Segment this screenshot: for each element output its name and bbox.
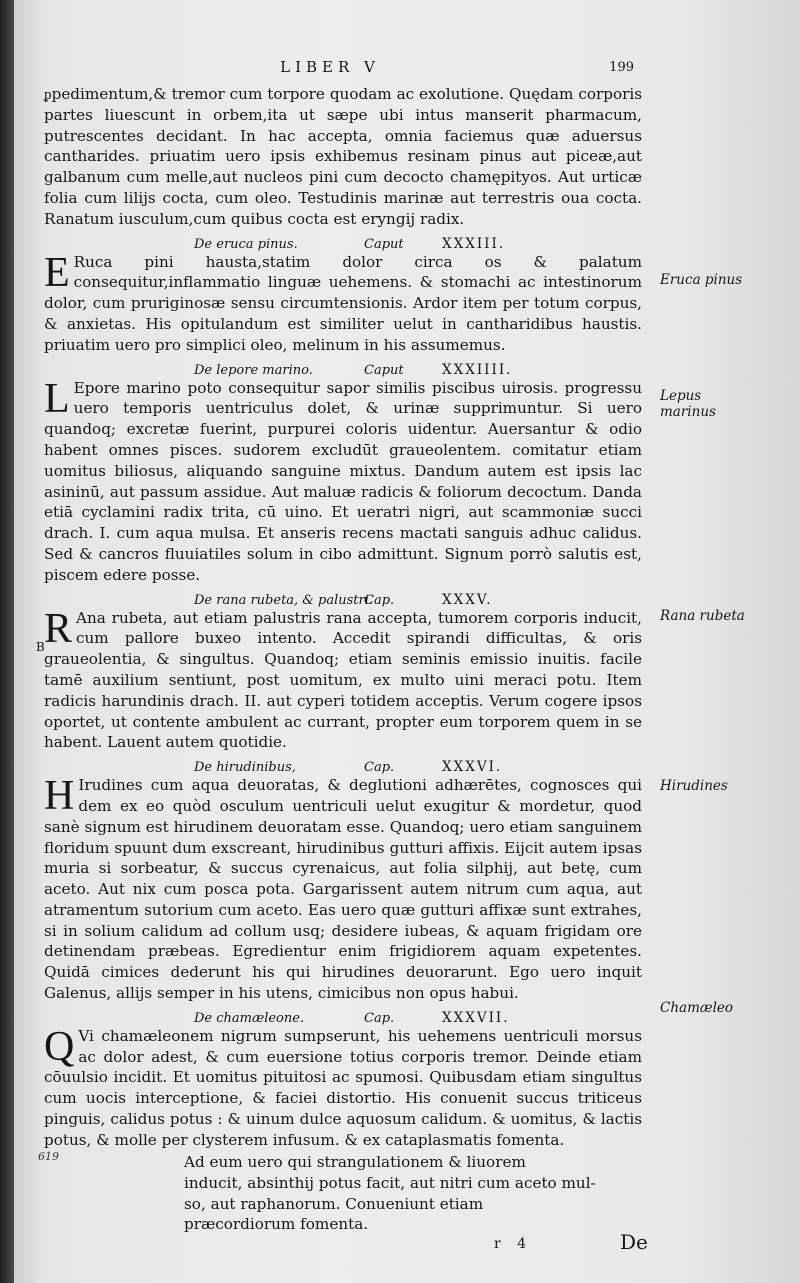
- margin-note-eruca: Eruca pinus: [660, 272, 743, 288]
- margin-note-rana: Rana rubeta: [660, 608, 745, 624]
- margin-letter-b: B: [36, 640, 45, 654]
- drop-cap: H: [44, 773, 75, 820]
- chapter-caput: Caput: [364, 236, 404, 252]
- chapter-caput: Cap.: [364, 592, 395, 608]
- section-paragraph: Vi chamæleonem nigrum sumpserunt, his uehemens uentriculi morsus ac dolor adest, & cum euersione totius corporis tremor. Deinde etiam cōuulsio incidit. Et uomitus pituitosi ac spumosi. Quibusdam etiam singultus cum uocis interceptione, & faciei distortio. His conuenit succus triticeus pinguis, calidus potus : & uinum dulce aquosum calidum. & uomitus, & lactis potus, & molle per clysterem infusum. & ex cataplasmatis fomenta.: [44, 1026, 642, 1149]
- catchword: De: [620, 1230, 648, 1254]
- margin-note-lepus: Lepus marinus: [660, 388, 716, 420]
- chapter-heading-35: [44, 588, 642, 608]
- chapter-number: XXXIIII.: [442, 361, 513, 378]
- chapter-heading-34: [44, 358, 642, 378]
- chapter-heading-36: [44, 755, 642, 775]
- drop-cap: E: [44, 249, 70, 296]
- body-text: [44, 84, 642, 1151]
- margin-ms-number: 619: [38, 1150, 59, 1163]
- chapter-caput: Cap.: [364, 760, 395, 776]
- book-gutter: [0, 0, 14, 1283]
- running-title: LIBER V: [280, 58, 380, 76]
- chapter-heading-37: [44, 1006, 642, 1026]
- chapter-title: De hirudinibus,: [194, 760, 296, 776]
- drop-cap: L: [44, 375, 70, 422]
- final-lines: [184, 1152, 596, 1235]
- chapter-title: De lepore marino.: [194, 362, 313, 378]
- section-lepus-marinus: [44, 375, 642, 586]
- chapter-number: XXXVI.: [442, 759, 503, 776]
- margin-note-chamaeleo: Chamæleo: [660, 1000, 733, 1016]
- page-number: 199: [609, 60, 634, 75]
- opening-paragraph: ᵱpedimentum,& tremor cum torpore quodam ac exolutione. Quędam corporis partes liuescunt in orbem,ita ut sæpe ubi intus manserit pharmacum, putrescentes decidant. In hac accepta, omnia faciemus quæ aduersus cantharides. priuatim uero ipsis exhibemus resinam pinus aut piceæ,aut galbanum cum melle,aut nucleos pini cum decocto chamępityos. Aut urticæ folia cum lilijs cocta, cum oleo. Testudinis marinæ aut terrestris oua cocta. Ranatum iusculum,cum quibus cocta est eryngij radix.: [44, 85, 642, 228]
- book-page: [14, 0, 800, 1283]
- signature-mark: r 4: [494, 1236, 533, 1252]
- margin-note-hirudines: Hirudines: [660, 778, 728, 794]
- final-line: Ad eum uero qui strangulationem & liuorem: [184, 1153, 526, 1171]
- chapter-number: XXXIII.: [442, 235, 506, 252]
- section-eruca-pinus: [44, 249, 642, 356]
- section-paragraph: Epore marino poto consequitur sapor similis piscibus uirosis. progressu uero temporis uentriculus dolet, & urinæ supprimuntur. Si uero quandoq; excretæ fuerint, purpurei coloris uidentur. Auersantur & odio habent omnes pisces. sudorem excludūt graueolentem. comitatur etiam uomitus biliosus, aliquando sanguine mixtus. Dandum autem est ipsis lac asininū, aut passum assidue. Aut maluæ radicis & foliorum decoctum. Danda etiā cyclamini radix trita, cū uino. Et ueratri nigri, aut scammoniæ succi drach. I. cum aqua mulsa. Et anseris recens mactati sanguis adhuc calidus. Sed & cancros fluuiatiles solum in cibo admittunt. Signum porrò salutis est, piscem edere posse.: [44, 378, 642, 584]
- final-line: so, aut raphanorum. Conueniunt etiam: [184, 1194, 484, 1213]
- section-rana-rubeta: [44, 605, 642, 754]
- chapter-caput: Caput: [364, 362, 404, 378]
- section-hirudines: [44, 775, 642, 1004]
- chapter-heading-33: [44, 232, 642, 252]
- section-paragraph: Ana rubeta, aut etiam palustris rana accepta, tumorem corporis inducit, cum pallore buxeo intento. Accedit spirandi difficultas, & oris graueolentia, & singultus. Quandoq; etiam seminis emissio inuitis. facile tamē auxilium sentiunt, post uomitum, ex multo uini meraci potu. Item radicis harundinis drach. II. aut cyperi totidem acceptis. Verum cogere ipsos oportet, ut contente ambulent ac currant, propter eum torporem quem in se habent. Lauent autem quotidie.: [44, 608, 642, 752]
- section-chamaeleo: [44, 1023, 642, 1151]
- final-line: præcordiorum fomenta.: [184, 1215, 369, 1234]
- drop-cap: R: [44, 605, 73, 652]
- chapter-title: De rana rubeta, & palustri.: [194, 592, 374, 608]
- final-line: inducit, absinthij potus facit, aut nitri cum aceto mul-: [184, 1173, 596, 1192]
- section-paragraph: Ruca pini hausta,statim dolor circa os & palatum consequitur,inflammatio linguæ uehemens. & stomachi ac intestinorum dolor, cum pruriginosæ sensu circumtensionis. Ardor item per totum corpus, & anxietas. His opitulandum est similiter uelut in cantharidibus haustis. priuatim uero pro simplici oleo, melinum in his assumemus.: [44, 252, 642, 354]
- running-head: [14, 58, 800, 82]
- chapter-number: XXXV.: [442, 591, 493, 608]
- drop-cap: Q: [44, 1023, 75, 1070]
- chapter-number: XXXVII.: [442, 1009, 510, 1026]
- chapter-caput: Cap.: [364, 1010, 395, 1026]
- chapter-title: De eruca pinus.: [194, 236, 298, 252]
- section-paragraph: Irudines cum aqua deuoratas, & deglutioni adhærētes, cognosces qui dem ex eo quòd osculum uentriculi uelut exugitur & mordetur, quod sanè signum est hirudinem deuoratam esse. Quandoq; uero etiam sanguinem floridum spuunt dum exscreant, hirudinibus gutturi affixis. Eijcit autem ipsas muria si sorbeatur, & succus cyrenaicus, aut folia silphij, aut betę, cum aceto. Aut nix cum posca pota. Gargarissent autem nitrum cum aqua, aut atramentum sutorium cum aceto. Eas uero quæ gutturi affixæ sunt extrahes, si in solium calidum ad collum usq; desidere iubeas, & aquam frigidam ore detinendam præbeas. Egredientur enim frigidiorem aquam expetentes. Quidā cimices dederunt his qui hirudines deuorarunt. Ego uero inquit Galenus, allijs semper in his utens, cimicibus non opus habui.: [44, 776, 642, 1003]
- chapter-title: De chamæleone.: [194, 1010, 305, 1026]
